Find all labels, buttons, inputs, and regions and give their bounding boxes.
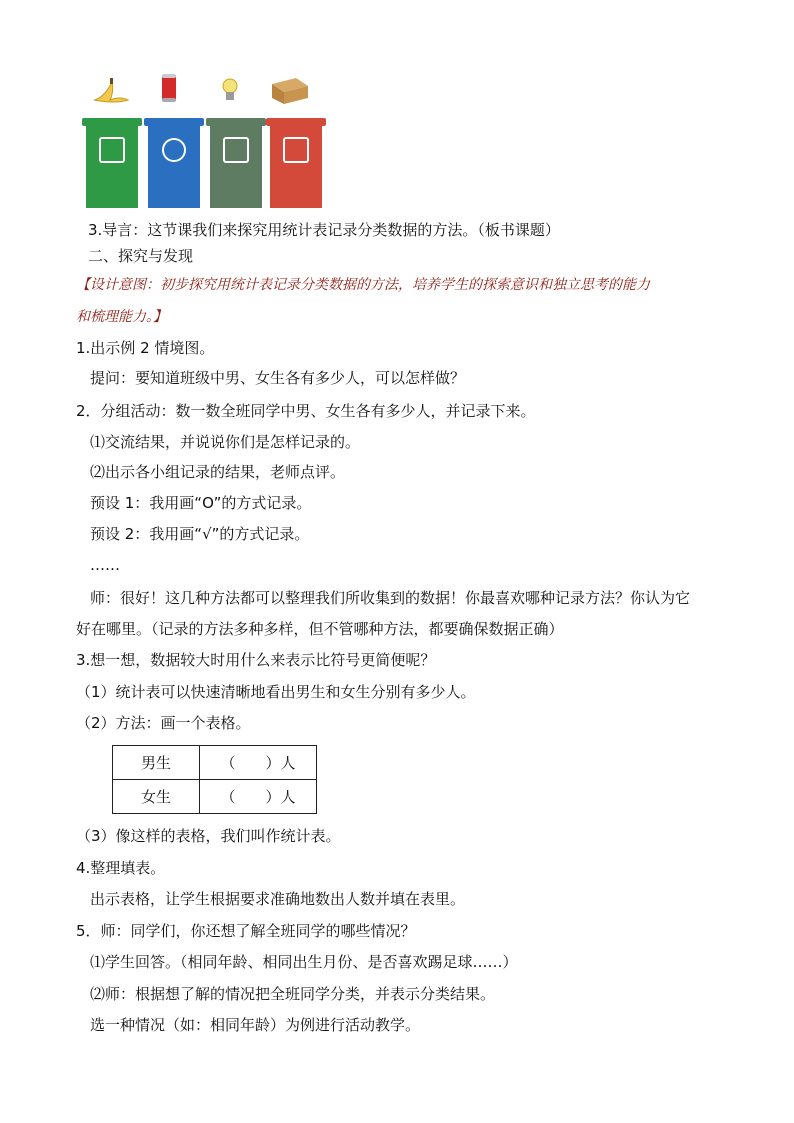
preset-2: 预设 2：我用画“√”的方式记录。 bbox=[90, 525, 310, 543]
step-2: 2．分组活动：数一数全班同学中男、女生各有多少人，并记录下来。 bbox=[76, 402, 536, 420]
intro-line: 3.导言：这节课我们来探究用统计表记录分类数据的方法。（板书课题） bbox=[88, 221, 560, 239]
section-heading: 二、探究与发现 bbox=[88, 247, 194, 265]
table-row bbox=[113, 746, 317, 780]
light-bulb-icon bbox=[223, 79, 237, 100]
soda-can-icon bbox=[162, 74, 176, 102]
step-3-sub-1: （1）统计表可以快速清晰地看出男生和女生分别有多少人。 bbox=[76, 683, 476, 701]
hazardous-waste-bin bbox=[206, 118, 266, 208]
table-cell-label: 女生 bbox=[113, 780, 200, 814]
ellipsis-line: …… bbox=[90, 556, 120, 574]
step-3-sub-3: （3）像这样的表格，我们叫作统计表。 bbox=[76, 827, 341, 845]
table-cell-value: （ ）人 bbox=[200, 780, 317, 814]
design-intent-line-2: 和梳理能力。】 bbox=[76, 309, 167, 325]
step-1: 1.出示例 2 情境图。 bbox=[76, 339, 215, 357]
teacher-line-2: 好在哪里。（记录的方法多种多样，但不管哪种方法，都要确保数据正确） bbox=[76, 620, 564, 638]
step-4: 4.整理填表。 bbox=[76, 859, 166, 877]
other-waste-bin bbox=[266, 118, 326, 208]
table-row bbox=[113, 780, 317, 814]
question-line: 提问：要知道班级中男、女生各有多少人，可以怎样做？ bbox=[90, 369, 466, 387]
teacher-line-1: 师：很好！这几种方法都可以整理我们所收集到的数据！你最喜欢哪种记录方法？你认为它 bbox=[90, 589, 691, 607]
step-5-sub-1: ⑴学生回答。（相同年龄、相同出生月份、是否喜欢踢足球……） bbox=[90, 953, 518, 971]
step-4-detail: 出示表格，让学生根据要求准确地数出人数并填在表里。 bbox=[90, 890, 466, 908]
step-5: 5．师：同学们，你还想了解全班同学的哪些情况？ bbox=[76, 922, 416, 940]
garbage-bins-illustration bbox=[80, 70, 330, 210]
table-cell-value: （ ）人 bbox=[200, 746, 317, 780]
cardboard-box-icon bbox=[272, 78, 308, 104]
recyclable-bin bbox=[144, 118, 204, 208]
step-2-sub-2: ⑵出示各小组记录的结果，老师点评。 bbox=[90, 463, 346, 481]
step-3-sub-2: （2）方法：画一个表格。 bbox=[76, 714, 251, 732]
step-2-sub-1: ⑴交流结果，并说说你们是怎样记录的。 bbox=[90, 433, 361, 451]
table-cell-label: 男生 bbox=[113, 746, 200, 780]
step-5-detail: 选一种情况（如：相同年龄）为例进行活动教学。 bbox=[90, 1016, 421, 1034]
statistics-table bbox=[112, 745, 317, 814]
step-3: 3.想一想，数据较大时用什么来表示比符号更简便呢？ bbox=[76, 651, 436, 669]
design-intent-line-1: 【设计意图：初步探究用统计表记录分类数据的方法，培养学生的探索意识和独立思考的能力 bbox=[76, 277, 650, 293]
step-5-sub-2: ⑵师：根据想了解的情况把全班同学分类，并表示分类结果。 bbox=[90, 985, 496, 1003]
kitchen-waste-bin bbox=[82, 118, 142, 208]
preset-1: 预设 1：我用画“O”的方式记录。 bbox=[90, 494, 312, 512]
banana-peel-icon bbox=[94, 78, 128, 102]
